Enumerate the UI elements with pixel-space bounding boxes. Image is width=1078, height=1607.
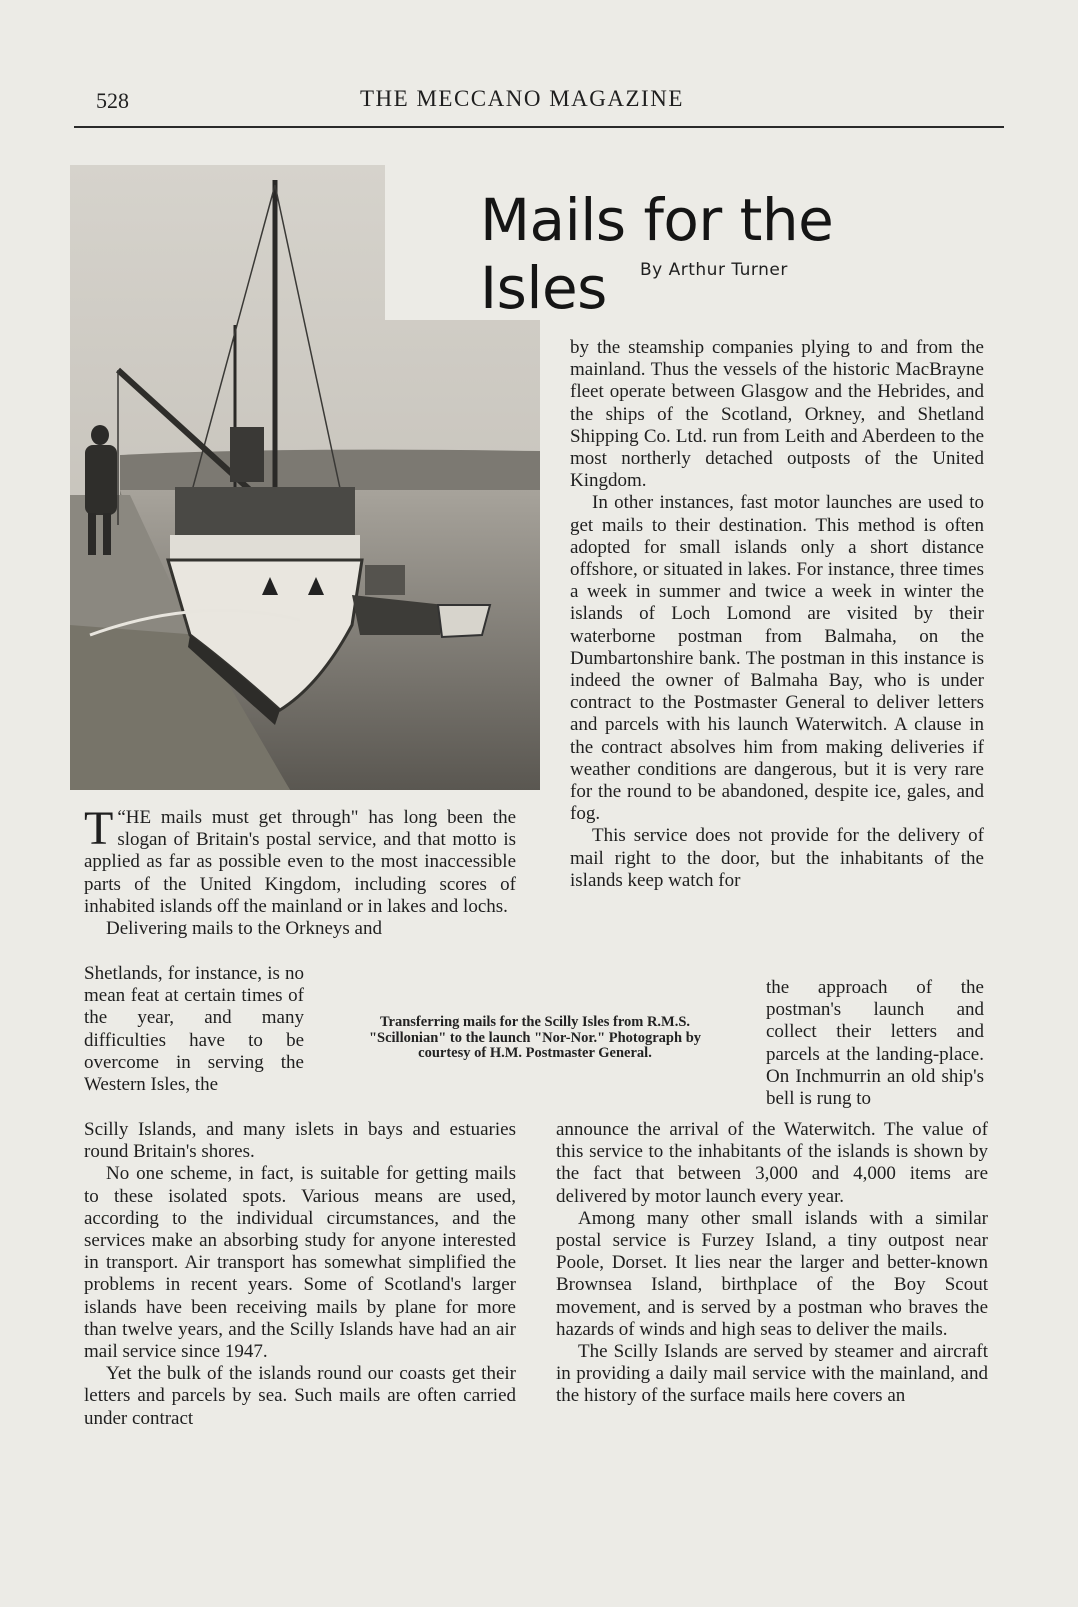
paragraph-text: HE mails must get through" has long been the slogan of Britain's postal service, and that motto is applied as far as possible even to the most inaccessible parts of the United Kingdom, including scores of inhabited islands off the mainland or in lakes and lochs. xyxy=(84,807,516,917)
header-rule xyxy=(74,126,1004,128)
paragraph: Delivering mails to the Orkneys and xyxy=(106,918,382,940)
right-column-lower xyxy=(556,1119,988,1408)
paragraph: No one scheme, in fact, is suitable for getting mails to these isolated spots. Various means are used, according to the individual circumstances, and the services make an absorbing study for anyone interested in transport. Air transport has somewhat simplified the problems in recent years. Some of Scotland's larger islands have been receiving mails by plane for more than twelve years, and the Scilly Islands have had an air mail service since 1947. xyxy=(84,1163,516,1363)
right-column-narrow xyxy=(766,977,984,1110)
paragraph: In other instances, fast motor launches are used to get mails to their destination. This method is often adopted for small islands only a short distance offshore, or situated in lakes. For instance, three times a week in summer and twice a week in winter the islands of Loch Lomond are visited by their waterborne postman from Balmaha, on the Dumbartonshire bank. The postman in this instance is indeed the owner of Balmaha Bay, who is under contract to the Postmaster General to deliver letters and parcels with his launch Waterwitch. A clause in the contract absolves him from making deliveries if weather conditions are dangerous, but it is very rare for the round to be abandoned, despite ice, gales, and fog. xyxy=(570,492,984,825)
paragraph: by the steamship companies plying to and from the mainland. Thus the vessels of the historic MacBrayne fleet operate between Glasgow and the Hebrides, and the ships of the Scotland, Orkney, and Shetland Shipping Co. Ltd. run from Leith and Aberdeen to the most northerly detached outposts of the United Kingdom. xyxy=(570,337,984,492)
article-title: Mails for the Isles xyxy=(480,186,834,322)
left-column-narrow xyxy=(84,963,304,1096)
left-column-upper xyxy=(84,802,516,940)
paragraph: Scilly Islands, and many islets in bays and estuaries round Britain's shores. xyxy=(84,1119,516,1163)
magazine-title: THE MECCANO MAGAZINE xyxy=(360,86,684,111)
byline: By Arthur Turner xyxy=(640,260,788,280)
photo-caption: Transferring mails for the Scilly Isles from R.M.S. "Scillonian" to the launch "Nor-Nor." Photograph by courtesy of H.M. Postmaster General. xyxy=(368,1014,702,1061)
paragraph: announce the arrival of the Waterwitch. The value of this service to the inhabitants of the islands is shown by the fact that between 3,000 and 4,000 items are delivered by motor launch every year. xyxy=(556,1119,988,1207)
paragraph: Shetlands, for instance, is no mean feat at certain times of the year, and many difficulties have to be overcome in serving the Western Isles, the xyxy=(84,963,304,1096)
paragraph: Among many other small islands with a similar postal service is Furzey Island, a tiny outpost near Poole, Dorset. It lies near the larger and better-known Brownsea Island, birthplace of the Boy Scout movement, and is served by a postman who braves the hazards of winds and high seas to deliver the mails. xyxy=(556,1207,988,1340)
page-number: 528 xyxy=(96,88,129,113)
ship-photo xyxy=(70,165,550,805)
paragraph: The Scilly Islands are served by steamer and aircraft in providing a daily mail service with the mainland, and the history of the surface mails here covers an xyxy=(556,1341,988,1407)
paragraph xyxy=(84,802,516,918)
left-column-lower xyxy=(84,1119,516,1430)
paragraph: the approach of the postman's launch and collect their letters and parcels at the landing-place. On Inchmurrin an old ship's bell is rung to xyxy=(766,977,984,1110)
drop-cap: T xyxy=(84,802,114,855)
right-column-upper xyxy=(570,337,984,892)
paragraph: Yet the bulk of the islands round our coasts get their letters and parcels by sea. Such mails are often carried under contract xyxy=(84,1363,516,1429)
open-quote: “ xyxy=(117,807,126,828)
paragraph: This service does not provide for the delivery of mail right to the door, but the inhabitants of the islands keep watch for xyxy=(570,825,984,891)
